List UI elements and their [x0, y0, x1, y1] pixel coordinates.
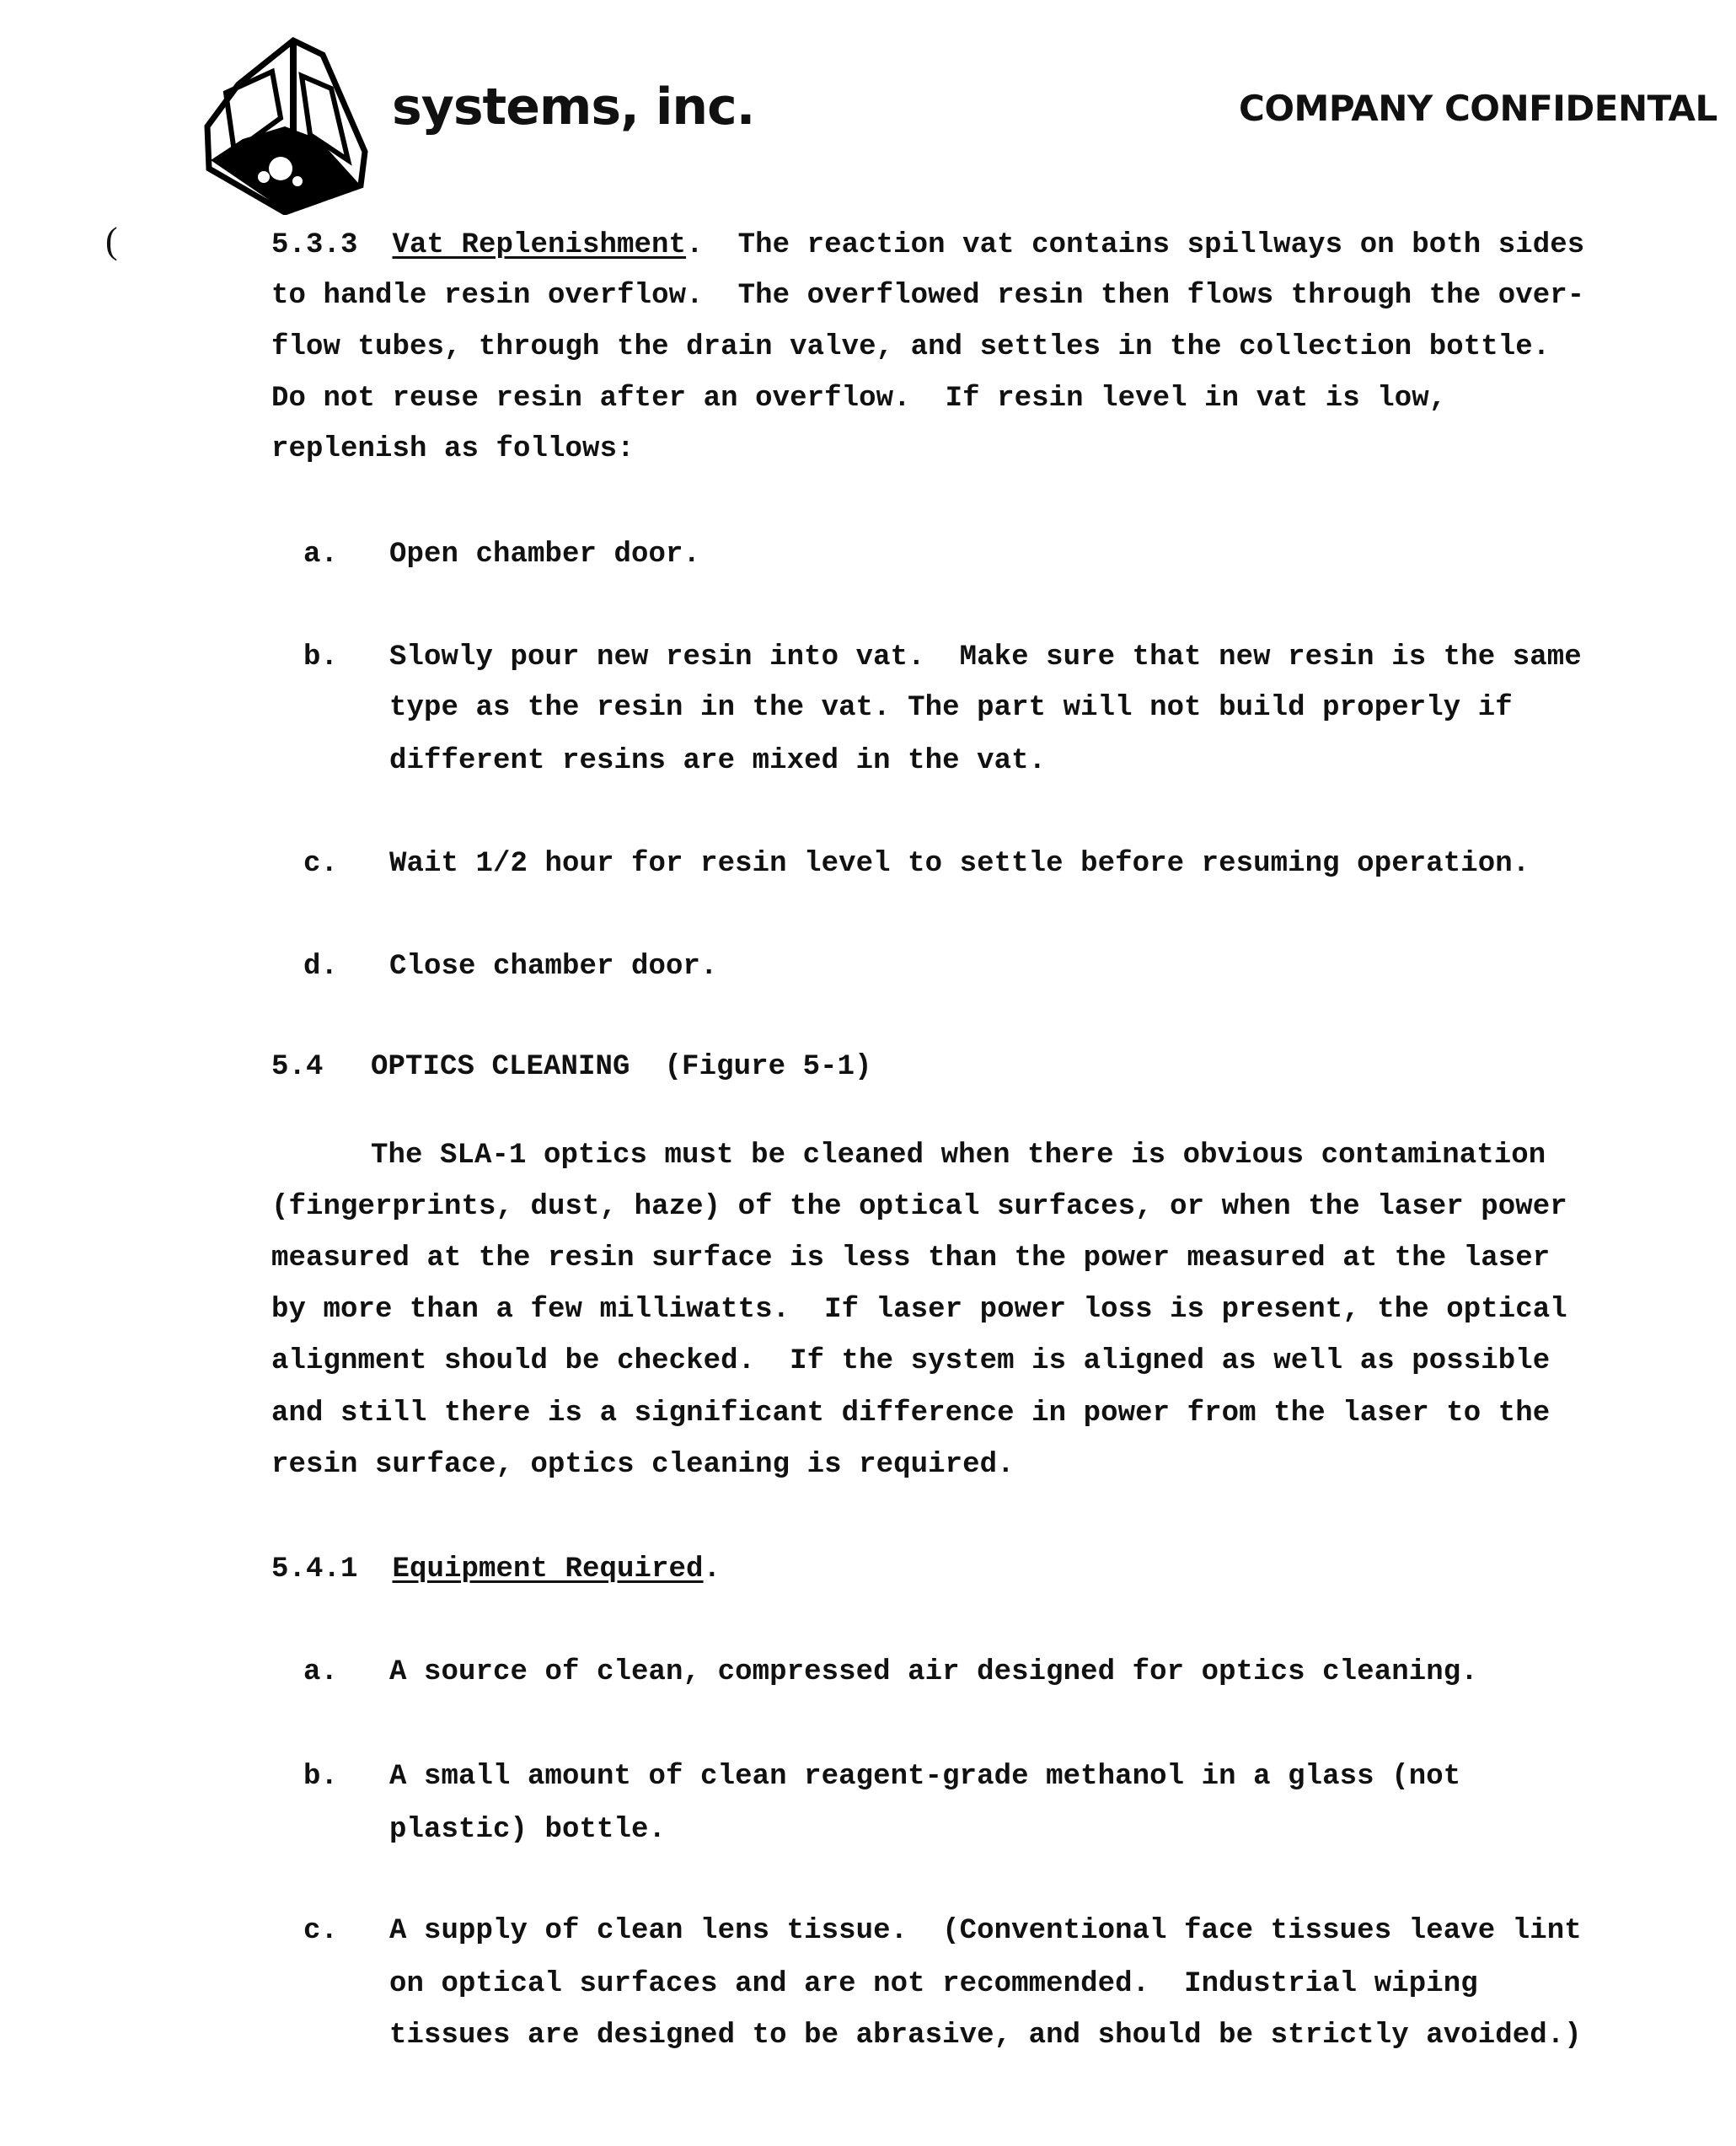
paragraph-line: (fingerprints, dust, haze) of the optical surfaces, or when the laser power — [271, 1190, 1567, 1224]
list-item-text: Open chamber door. — [389, 538, 700, 571]
list-item-text: Close chamber door. — [389, 950, 718, 984]
section-text: . The reaction vat contains spillways on both sides — [686, 229, 1584, 261]
list-item-letter: c. — [303, 847, 338, 881]
section-title: Vat Replenishment — [393, 229, 687, 261]
list-item-text: A small amount of clean reagent-grade methanol in a glass (not — [389, 1760, 1460, 1794]
section-number: 5.3.3 — [271, 228, 358, 262]
list-item-letter: a. — [303, 538, 338, 571]
list-item-text: Slowly pour new resin into vat. Make sure that new resin is the same — [389, 641, 1582, 674]
list-item-text: Wait 1/2 hour for resin level to settle before resuming operation. — [389, 847, 1530, 881]
paragraph-line: and still there is a significant difference in power from the laser to the — [271, 1397, 1550, 1430]
section-title: OPTICS CLEANING (Figure 5-1) — [371, 1050, 872, 1084]
paragraph-line: flow tubes, through the drain valve, and settles in the collection bottle. — [271, 330, 1550, 364]
list-item-letter: a. — [303, 1655, 338, 1689]
list-item-text: A source of clean, compressed air designed for optics cleaning. — [389, 1655, 1478, 1689]
company-logo — [192, 25, 386, 215]
brand-name: systems, inc. — [392, 78, 754, 137]
list-item-letter: b. — [303, 641, 338, 674]
section-text: . — [704, 1553, 721, 1585]
list-item-text: tissues are designed to be abrasive, and should be strictly avoided.) — [389, 2019, 1582, 2052]
list-item-letter: d. — [303, 950, 338, 984]
paragraph-line: resin surface, optics cleaning is required. — [271, 1448, 1015, 1482]
list-item-letter: b. — [303, 1760, 338, 1794]
paragraph-line: replenish as follows: — [271, 432, 635, 466]
section-heading — [393, 1553, 721, 1586]
paragraph-line: to handle resin overflow. The overflowed resin then flows through the over- — [271, 279, 1584, 313]
section-number: 5.4 — [271, 1050, 324, 1084]
confidential-label: COMPANY CONFIDENTAL — [1239, 88, 1717, 129]
list-item-text: A supply of clean lens tissue. (Conventional face tissues leave lint — [389, 1914, 1582, 1948]
list-item-text: on optical surfaces and are not recommended. Industrial wiping — [389, 1967, 1478, 2001]
list-item-text: different resins are mixed in the vat. — [389, 744, 1046, 778]
list-item-text: plastic) bottle. — [389, 1813, 666, 1847]
paragraph-line: by more than a few milliwatts. If laser power loss is present, the optical — [271, 1293, 1567, 1327]
paragraph-line: The SLA-1 optics must be cleaned when there is obvious contamination — [371, 1139, 1546, 1172]
paragraph-line: alignment should be checked. If the system is aligned as well as possible — [271, 1344, 1550, 1378]
paragraph-line: measured at the resin surface is less than the power measured at the laser — [271, 1242, 1550, 1275]
section-heading — [393, 228, 1585, 262]
margin-bracket: ( — [105, 219, 118, 262]
section-number: 5.4.1 — [271, 1553, 358, 1586]
section-title: Equipment Required — [393, 1553, 704, 1585]
list-item-letter: c. — [303, 1914, 338, 1948]
paragraph-line: Do not reuse resin after an overflow. If resin level in vat is low, — [271, 382, 1446, 416]
list-item-text: type as the resin in the vat. The part will not build properly if — [389, 691, 1513, 725]
